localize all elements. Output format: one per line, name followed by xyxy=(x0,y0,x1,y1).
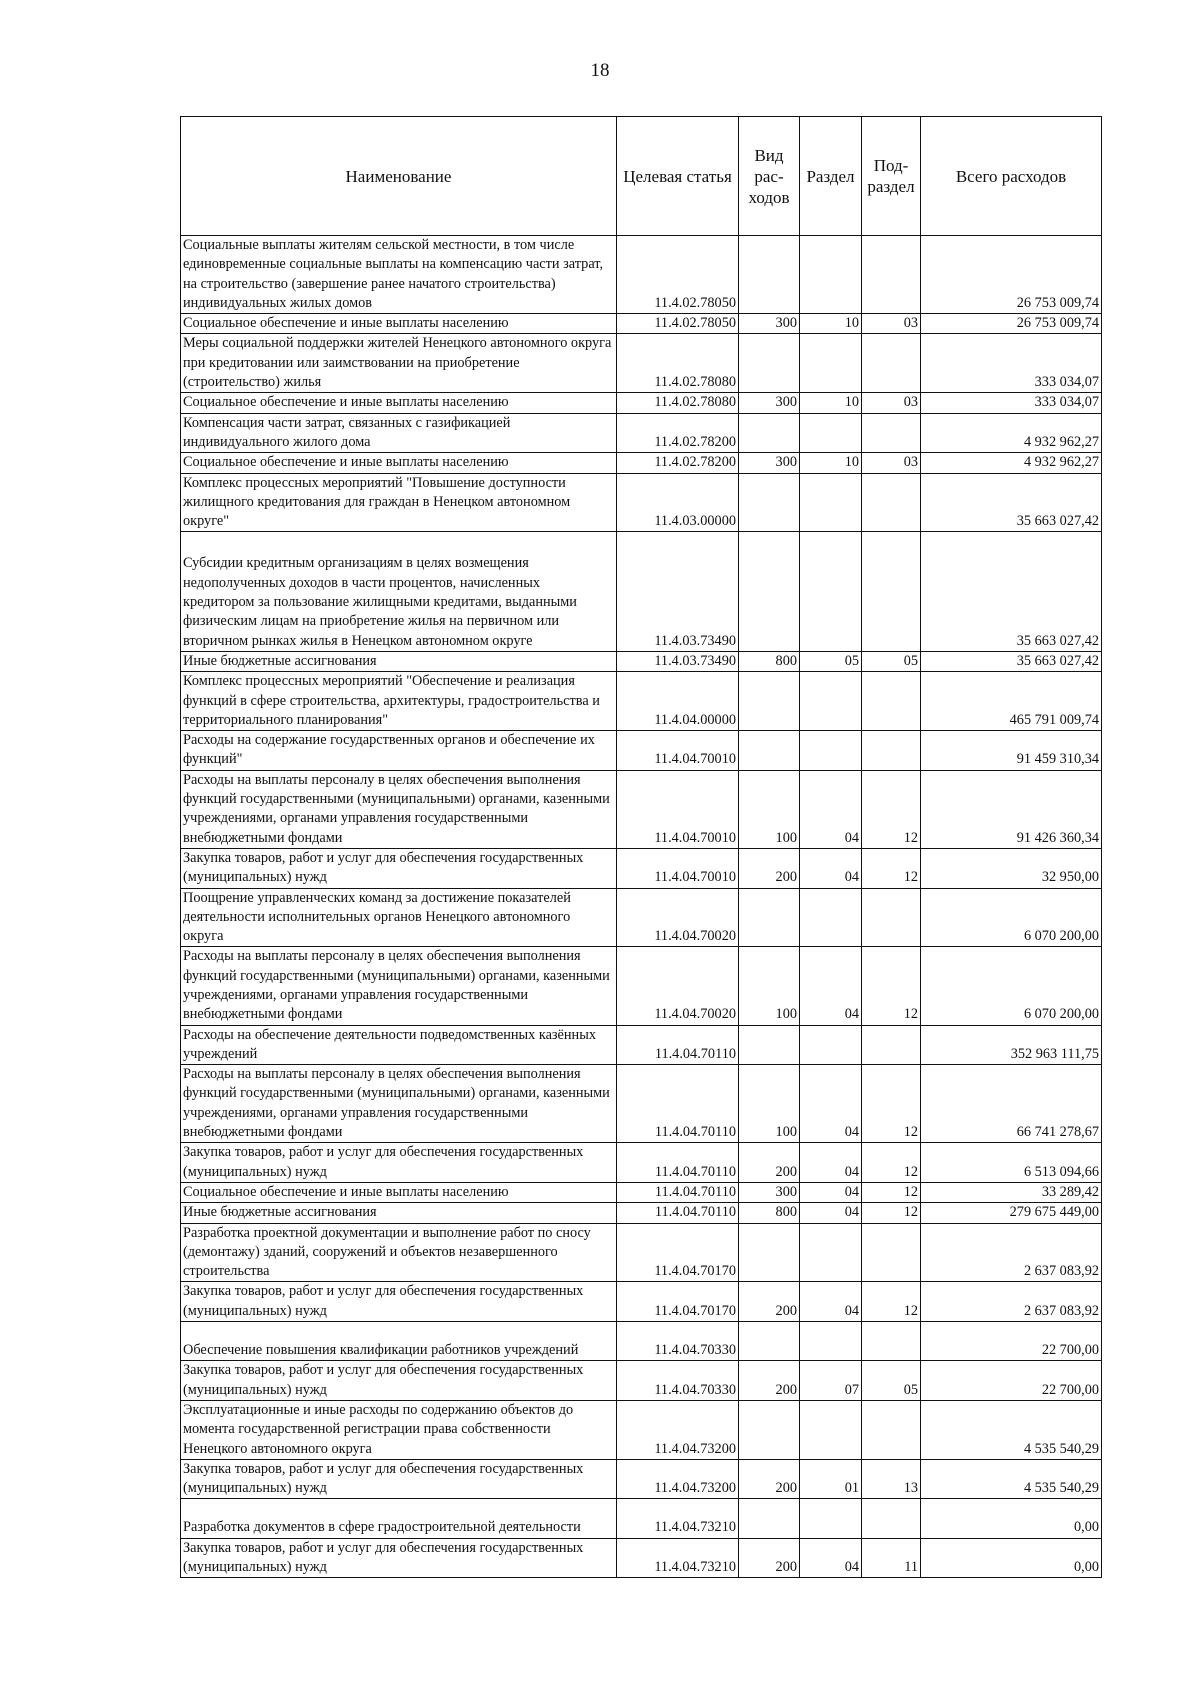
row-section: 04 xyxy=(800,770,862,848)
row-expense-type: 100 xyxy=(739,770,800,848)
row-total: 4 932 962,27 xyxy=(921,413,1102,453)
row-total: 32 950,00 xyxy=(921,848,1102,888)
table-row xyxy=(181,314,1102,334)
row-name: Расходы на выплаты персоналу в целях обеспечения выполнения функций государственными (муниципальными) органами, казенными учреждениями, органами управления государственными внебюджетными фондами xyxy=(181,770,617,848)
table-row xyxy=(181,1282,1102,1322)
row-total: 465 791 009,74 xyxy=(921,672,1102,731)
table-row xyxy=(181,1499,1102,1538)
header-target-article: Целевая статья xyxy=(617,117,739,236)
row-name: Субсидии кредитным организациям в целях возмещения недополученных доходов в части процентов, начисленных кредитором за пользование жилищными кредитами, выданными физическим лицам на приобретение жилья на первичном или вторичном рынках жилья в Ненецком автономном округе xyxy=(181,532,617,651)
row-target-article: 11.4.04.73200 xyxy=(617,1459,739,1499)
row-subsection xyxy=(862,1223,921,1282)
row-subsection: 12 xyxy=(862,848,921,888)
row-name: Расходы на выплаты персоналу в целях обеспечения выполнения функций государственными (муниципальными) органами, казенными учреждениями, органами управления государственными внебюджетными фондами xyxy=(181,947,617,1025)
row-expense-type xyxy=(739,1499,800,1538)
row-section: 05 xyxy=(800,651,862,671)
table-row xyxy=(181,1538,1102,1578)
table-row xyxy=(181,473,1102,532)
row-name: Комплекс процессных мероприятий "Обеспечение и реализация функций в сфере строительства, архитектуры, градостроительства и территориального планирования" xyxy=(181,672,617,731)
row-total: 4 932 962,27 xyxy=(921,453,1102,473)
table-row xyxy=(181,1459,1102,1499)
table-row xyxy=(181,413,1102,453)
table-row xyxy=(181,453,1102,473)
row-expense-type: 300 xyxy=(739,453,800,473)
row-section xyxy=(800,1223,862,1282)
row-total: 2 637 083,92 xyxy=(921,1282,1102,1322)
table-row xyxy=(181,1400,1102,1459)
row-section: 04 xyxy=(800,947,862,1025)
row-target-article: 11.4.04.70170 xyxy=(617,1223,739,1282)
row-total: 33 289,42 xyxy=(921,1182,1102,1202)
row-expense-type xyxy=(739,236,800,314)
row-expense-type: 200 xyxy=(739,1361,800,1401)
row-target-article: 11.4.03.73490 xyxy=(617,651,739,671)
row-subsection: 03 xyxy=(862,314,921,334)
row-expense-type xyxy=(739,532,800,651)
row-section: 04 xyxy=(800,848,862,888)
row-target-article: 11.4.02.78200 xyxy=(617,453,739,473)
row-section xyxy=(800,334,862,393)
row-total: 4 535 540,29 xyxy=(921,1400,1102,1459)
row-subsection: 12 xyxy=(862,1065,921,1143)
row-target-article: 11.4.04.70110 xyxy=(617,1182,739,1202)
row-name: Закупка товаров, работ и услуг для обеспечения государственных (муниципальных) нужд xyxy=(181,1538,617,1578)
row-section: 01 xyxy=(800,1459,862,1499)
row-expense-type: 200 xyxy=(739,848,800,888)
row-name: Социальное обеспечение и иные выплаты населению xyxy=(181,1182,617,1202)
row-section xyxy=(800,532,862,651)
row-section: 04 xyxy=(800,1065,862,1143)
table-row xyxy=(181,651,1102,671)
row-expense-type xyxy=(739,473,800,532)
row-section: 10 xyxy=(800,453,862,473)
table-row xyxy=(181,1322,1102,1361)
row-target-article: 11.4.02.78200 xyxy=(617,413,739,453)
row-target-article: 11.4.03.73490 xyxy=(617,532,739,651)
row-total: 22 700,00 xyxy=(921,1361,1102,1401)
table-row xyxy=(181,393,1102,413)
row-total: 35 663 027,42 xyxy=(921,473,1102,532)
row-target-article: 11.4.04.70330 xyxy=(617,1322,739,1361)
row-total: 6 070 200,00 xyxy=(921,888,1102,947)
row-subsection xyxy=(862,731,921,771)
row-name: Поощрение управленческих команд за достижение показателей деятельности исполнительных органов Ненецкого автономного округа xyxy=(181,888,617,947)
table-header-row xyxy=(181,117,1102,236)
table-row xyxy=(181,672,1102,731)
header-subsection: Под- раздел xyxy=(862,117,921,236)
row-name: Социальное обеспечение и иные выплаты населению xyxy=(181,393,617,413)
row-expense-type xyxy=(739,1025,800,1065)
row-section xyxy=(800,1025,862,1065)
row-total: 0,00 xyxy=(921,1499,1102,1538)
header-total: Всего расходов xyxy=(921,117,1102,236)
row-target-article: 11.4.04.70010 xyxy=(617,731,739,771)
budget-table xyxy=(180,116,1102,1578)
row-expense-type xyxy=(739,1223,800,1282)
row-subsection: 03 xyxy=(862,453,921,473)
row-total: 91 426 360,34 xyxy=(921,770,1102,848)
row-name: Обеспечение повышения квалификации работников учреждений xyxy=(181,1322,617,1361)
row-name: Разработка документов в сфере градостроительной деятельности xyxy=(181,1499,617,1538)
row-expense-type xyxy=(739,1400,800,1459)
row-subsection xyxy=(862,473,921,532)
row-subsection xyxy=(862,236,921,314)
table-row xyxy=(181,947,1102,1025)
row-subsection xyxy=(862,888,921,947)
table-row xyxy=(181,1065,1102,1143)
row-expense-type: 100 xyxy=(739,947,800,1025)
table-row xyxy=(181,236,1102,314)
row-subsection: 12 xyxy=(862,1282,921,1322)
table-row xyxy=(181,1025,1102,1065)
row-target-article: 11.4.02.78050 xyxy=(617,314,739,334)
row-total: 35 663 027,42 xyxy=(921,532,1102,651)
row-section xyxy=(800,888,862,947)
row-section xyxy=(800,413,862,453)
row-subsection xyxy=(862,1322,921,1361)
row-subsection xyxy=(862,1025,921,1065)
row-total: 26 753 009,74 xyxy=(921,236,1102,314)
row-target-article: 11.4.04.70110 xyxy=(617,1143,739,1183)
row-section xyxy=(800,236,862,314)
row-target-article: 11.4.04.73210 xyxy=(617,1499,739,1538)
row-name: Комплекс процессных мероприятий "Повышение доступности жилищного кредитования для граждан в Ненецком автономном округе" xyxy=(181,473,617,532)
row-section: 04 xyxy=(800,1182,862,1202)
row-section xyxy=(800,1499,862,1538)
row-total: 352 963 111,75 xyxy=(921,1025,1102,1065)
row-target-article: 11.4.04.70330 xyxy=(617,1361,739,1401)
row-total: 279 675 449,00 xyxy=(921,1203,1102,1223)
header-name: Наименование xyxy=(181,117,617,236)
row-expense-type: 200 xyxy=(739,1282,800,1322)
row-name: Иные бюджетные ассигнования xyxy=(181,1203,617,1223)
table-row xyxy=(181,888,1102,947)
row-target-article: 11.4.04.73210 xyxy=(617,1538,739,1578)
row-expense-type: 200 xyxy=(739,1538,800,1578)
row-expense-type: 800 xyxy=(739,1203,800,1223)
row-target-article: 11.4.04.70020 xyxy=(617,947,739,1025)
row-expense-type: 300 xyxy=(739,393,800,413)
row-total: 26 753 009,74 xyxy=(921,314,1102,334)
row-section xyxy=(800,1400,862,1459)
row-expense-type: 100 xyxy=(739,1065,800,1143)
row-total: 333 034,07 xyxy=(921,334,1102,393)
row-subsection: 12 xyxy=(862,947,921,1025)
row-name: Иные бюджетные ассигнования xyxy=(181,651,617,671)
row-target-article: 11.4.02.78080 xyxy=(617,393,739,413)
row-target-article: 11.4.04.70010 xyxy=(617,770,739,848)
page-number: 18 xyxy=(590,60,610,81)
row-name: Социальное обеспечение и иные выплаты населению xyxy=(181,453,617,473)
row-section: 04 xyxy=(800,1282,862,1322)
row-name: Закупка товаров, работ и услуг для обеспечения государственных (муниципальных) нужд xyxy=(181,1459,617,1499)
table-row xyxy=(181,334,1102,393)
row-section: 10 xyxy=(800,393,862,413)
row-name: Эксплуатационные и иные расходы по содержанию объектов до момента государственной регистрации права собственности Ненецкого автономного округа xyxy=(181,1400,617,1459)
table-row xyxy=(181,848,1102,888)
row-name: Компенсация части затрат, связанных с газификацией индивидуального жилого дома xyxy=(181,413,617,453)
table-row xyxy=(181,731,1102,771)
row-name: Закупка товаров, работ и услуг для обеспечения государственных (муниципальных) нужд xyxy=(181,848,617,888)
row-total: 6 513 094,66 xyxy=(921,1143,1102,1183)
row-name: Меры социальной поддержки жителей Ненецкого автономного округа при кредитовании или заимствовании на приобретение (строительство) жилья xyxy=(181,334,617,393)
row-total: 35 663 027,42 xyxy=(921,651,1102,671)
row-expense-type xyxy=(739,334,800,393)
row-target-article: 11.4.04.00000 xyxy=(617,672,739,731)
row-target-article: 11.4.04.70110 xyxy=(617,1065,739,1143)
table-row xyxy=(181,532,1102,651)
row-subsection: 12 xyxy=(862,1182,921,1202)
row-subsection xyxy=(862,334,921,393)
row-expense-type xyxy=(739,672,800,731)
row-subsection: 05 xyxy=(862,651,921,671)
row-name: Расходы на обеспечение деятельности подведомственных казённых учреждений xyxy=(181,1025,617,1065)
row-expense-type xyxy=(739,888,800,947)
row-subsection xyxy=(862,1400,921,1459)
row-total: 333 034,07 xyxy=(921,393,1102,413)
table-row xyxy=(181,1143,1102,1183)
table-row xyxy=(181,1203,1102,1223)
row-subsection xyxy=(862,1499,921,1538)
row-subsection: 12 xyxy=(862,1143,921,1183)
row-total: 2 637 083,92 xyxy=(921,1223,1102,1282)
row-target-article: 11.4.04.70170 xyxy=(617,1282,739,1322)
row-subsection: 13 xyxy=(862,1459,921,1499)
header-expense-type: Вид рас- ходов xyxy=(739,117,800,236)
row-expense-type: 300 xyxy=(739,1182,800,1202)
row-subsection: 05 xyxy=(862,1361,921,1401)
row-name: Расходы на выплаты персоналу в целях обеспечения выполнения функций государственными (муниципальными) органами, казенными учреждениями, органами управления государственными внебюджетными фондами xyxy=(181,1065,617,1143)
row-expense-type xyxy=(739,413,800,453)
table-row xyxy=(181,1361,1102,1401)
row-expense-type: 800 xyxy=(739,651,800,671)
row-total: 6 070 200,00 xyxy=(921,947,1102,1025)
row-target-article: 11.4.04.70110 xyxy=(617,1203,739,1223)
row-total: 4 535 540,29 xyxy=(921,1459,1102,1499)
row-target-article: 11.4.02.78080 xyxy=(617,334,739,393)
row-section: 04 xyxy=(800,1538,862,1578)
row-name: Социальные выплаты жителям сельской местности, в том числе единовременные социальные выплаты на компенсацию части затрат, на строительство (завершение ранее начатого строительства) индивидуальных жилых домов xyxy=(181,236,617,314)
row-target-article: 11.4.03.00000 xyxy=(617,473,739,532)
row-subsection xyxy=(862,672,921,731)
row-section xyxy=(800,473,862,532)
table-row xyxy=(181,1182,1102,1202)
row-name: Социальное обеспечение и иные выплаты населению xyxy=(181,314,617,334)
row-subsection: 12 xyxy=(862,770,921,848)
row-section xyxy=(800,672,862,731)
row-expense-type: 300 xyxy=(739,314,800,334)
row-name: Закупка товаров, работ и услуг для обеспечения государственных (муниципальных) нужд xyxy=(181,1143,617,1183)
row-total: 91 459 310,34 xyxy=(921,731,1102,771)
row-name: Расходы на содержание государственных органов и обеспечение их функций" xyxy=(181,731,617,771)
row-expense-type: 200 xyxy=(739,1459,800,1499)
row-expense-type xyxy=(739,731,800,771)
row-subsection xyxy=(862,532,921,651)
row-expense-type: 200 xyxy=(739,1143,800,1183)
row-name: Закупка товаров, работ и услуг для обеспечения государственных (муниципальных) нужд xyxy=(181,1361,617,1401)
row-section: 04 xyxy=(800,1203,862,1223)
header-section: Раздел xyxy=(800,117,862,236)
row-section: 10 xyxy=(800,314,862,334)
row-expense-type xyxy=(739,1322,800,1361)
row-section xyxy=(800,731,862,771)
row-total: 0,00 xyxy=(921,1538,1102,1578)
row-target-article: 11.4.04.70020 xyxy=(617,888,739,947)
row-target-article: 11.4.02.78050 xyxy=(617,236,739,314)
row-subsection xyxy=(862,413,921,453)
row-name: Закупка товаров, работ и услуг для обеспечения государственных (муниципальных) нужд xyxy=(181,1282,617,1322)
row-target-article: 11.4.04.70110 xyxy=(617,1025,739,1065)
row-subsection: 03 xyxy=(862,393,921,413)
row-subsection: 11 xyxy=(862,1538,921,1578)
row-target-article: 11.4.04.73200 xyxy=(617,1400,739,1459)
table-row xyxy=(181,770,1102,848)
row-name: Разработка проектной документации и выполнение работ по сносу (демонтажу) зданий, сооружений и объектов незавершенного строительства xyxy=(181,1223,617,1282)
row-section: 07 xyxy=(800,1361,862,1401)
row-section: 04 xyxy=(800,1143,862,1183)
row-section xyxy=(800,1322,862,1361)
row-total: 66 741 278,67 xyxy=(921,1065,1102,1143)
row-subsection: 12 xyxy=(862,1203,921,1223)
row-total: 22 700,00 xyxy=(921,1322,1102,1361)
row-target-article: 11.4.04.70010 xyxy=(617,848,739,888)
table-row xyxy=(181,1223,1102,1282)
